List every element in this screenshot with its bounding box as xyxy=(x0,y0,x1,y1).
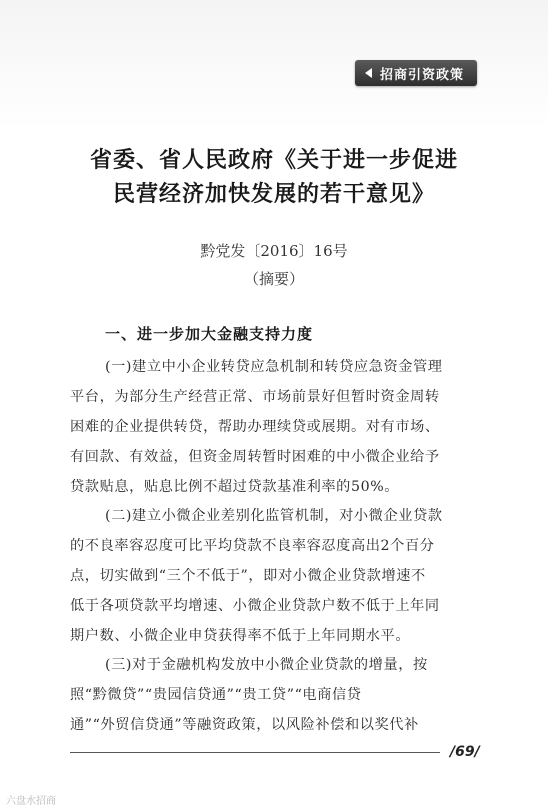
body-line: 贷款贴息，贴息比例不超过贷款基准利率的50%。 xyxy=(70,479,400,495)
body-line: 期户数、小微企业申贷获得率不低于上年同期水平。 xyxy=(70,628,411,644)
document-number: 黔党发〔2016〕16号 xyxy=(200,242,348,260)
body-line: 照“黔微贷”“贵园信贷通”“贵工贷”“电商信贷 xyxy=(70,687,362,703)
body-line: 有回款、有效益，但资金周转暂时困难的中小微企业给予 xyxy=(70,449,440,465)
body-line: 困难的企业提供转贷，帮助办理续贷或展期。对有市场、 xyxy=(70,419,440,435)
watermark: 六盘水招商 xyxy=(6,796,56,807)
body-line: 低于各项贷款平均增速、小微企业贷款户数不低于上年同 xyxy=(70,598,440,614)
section-tag xyxy=(355,60,477,86)
body-line: 的不良率容忍度可比平均贷款不良率容忍度高出2个百分 xyxy=(70,538,435,554)
body-line: 通”“外贸信贷通”等融资政策，以风险补偿和以奖代补 xyxy=(70,717,419,733)
triangle-left-icon xyxy=(365,68,372,78)
document-title-line-2: 民营经济加快发展的若干意见》 xyxy=(112,182,435,207)
body-line: 点，切实做到“三个不低于”，即对小微企业贷款增速不 xyxy=(70,568,426,584)
abstract-label: （摘要） xyxy=(243,270,304,288)
section-tag-label: 招商引资政策 xyxy=(380,67,465,83)
document-title-line-1: 省委、省人民政府《关于进一步促进 xyxy=(89,148,458,173)
body-line: 平台，为部分生产经营正常、市场前景好但暂时资金周转 xyxy=(70,389,440,405)
page-number: /69/ xyxy=(450,744,480,760)
body-line: (二)建立小微企业差别化监管机制，对小微企业贷款 xyxy=(105,508,443,524)
body-line: (三)对于金融机构发放中小微企业贷款的增量，按 xyxy=(105,657,428,673)
body-line: (一)建立中小企业转贷应急机制和转贷应急资金管理 xyxy=(105,359,443,375)
section-heading: 一、进一步加大金融支持力度 xyxy=(105,325,314,343)
footer-rule xyxy=(70,752,440,753)
